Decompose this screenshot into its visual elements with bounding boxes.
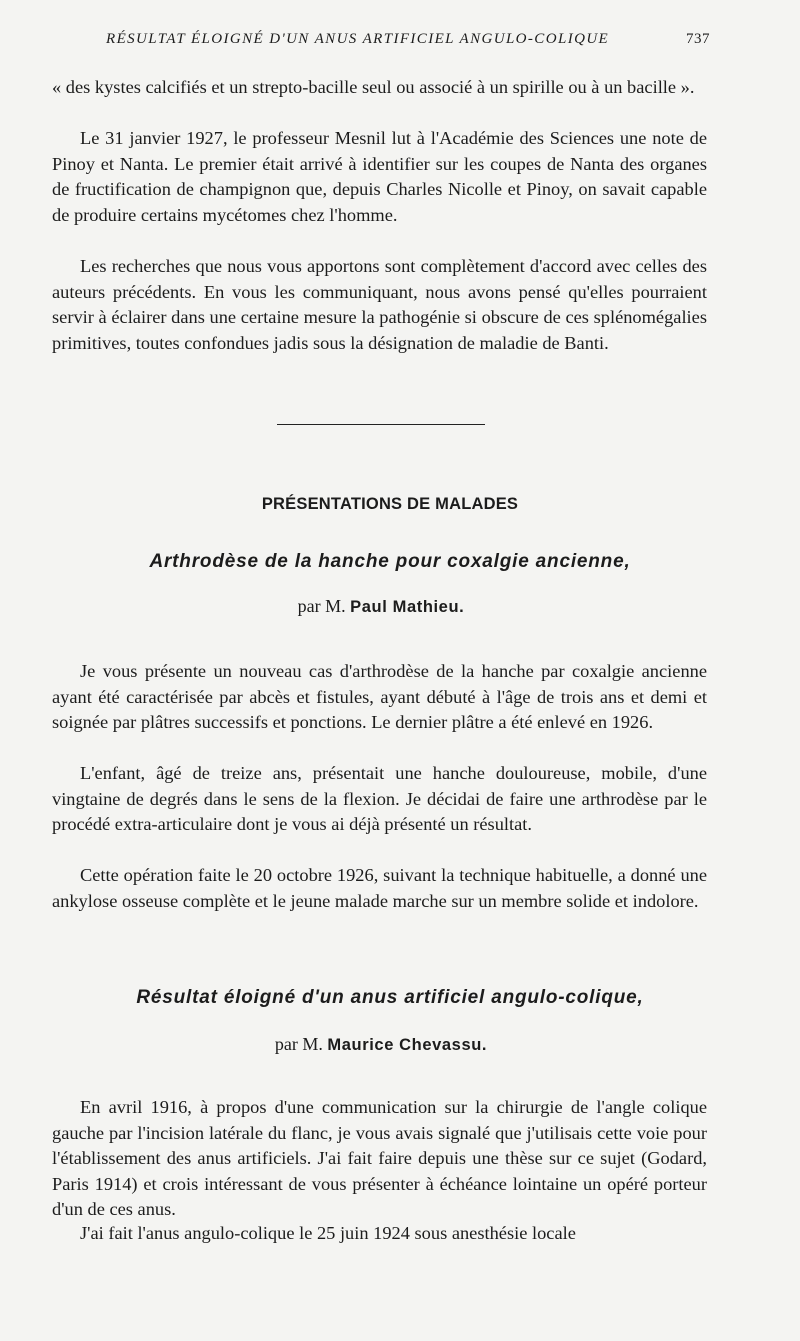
paragraph-arthrodese-case: Je vous présente un nouveau cas d'arthrodèse de la hanche par coxalgie ancienne ayant été caractérisée par abcès et fistules, ayant débuté à l'âge de trois ans et demi et soignée par plâtres successifs et ponctions. Le dernier plâtre a été enlevé en 1926. — [52, 661, 707, 733]
byline-prefix: par M. — [297, 596, 346, 616]
article-title-arthrodese: Arthrodèse de la hanche pour coxalgie ancienne, — [149, 551, 631, 572]
byline-mathieu — [0, 596, 762, 617]
paragraph-chevassu-history: En avril 1916, à propos d'une communication sur la chirurgie de l'angle colique gauche par l'incision latérale du flanc, je vous avais signalé que j'utilisais cette voie pour l'établissement des anus artificiels. J'ai fait faire depuis une thèse sur ce sujet (Godard, Paris 1914) et crois intéressant de vous présenter à échéance lointaine un opéré porteur d'un de ces anus. — [52, 1097, 707, 1220]
section-divider — [277, 424, 485, 425]
paragraph-pinoy-nanta: Le 31 janvier 1927, le professeur Mesnil lut à l'Académie des Sciences une note de Pinoy et Nanta. Le premier était arrivé à identifier sur les coupes de Nanta des organes de fructification de champignon que, depuis Charles Nicolle et Pinoy, on savait capable de produire certains mycétomes chez l'homme. — [52, 128, 707, 225]
paragraph-arthrodese-result: Cette opération faite le 20 octobre 1926, suivant la technique habituelle, a donné une ankylose osseuse complète et le jeune malade marche sur un membre solide et indolore. — [52, 865, 707, 911]
paragraph-conclusion: Les recherches que nous vous apportons sont complètement d'accord avec celles des auteurs précédents. En vous les communiquant, nous avons pensé qu'elles pourraient servir à éclairer dans une certaine mesure la pathogénie si obscure de ces splénomégalies primitives, toutes confondues jadis sous la désignation de maladie de Banti. — [52, 256, 707, 353]
byline-prefix: par M. — [274, 1034, 323, 1054]
page-number: 737 — [686, 31, 710, 47]
paragraph-chevassu-operation: J'ai fait l'anus angulo-colique le 25 juin 1924 sous anesthésie locale — [80, 1223, 576, 1243]
running-head-title: RÉSULTAT ÉLOIGNÉ D'UN ANUS ARTIFICIEL ANGULO-COLIQUE — [106, 31, 610, 47]
byline-chevassu — [0, 1034, 762, 1055]
paragraph-quote-continuation: « des kystes calcifiés et un strepto-bacille seul ou associé à un spirille ou à un bacille ». — [52, 77, 695, 97]
section-heading: PRÉSENTATIONS DE MALADES — [261, 495, 519, 513]
paragraph-arthrodese-patient: L'enfant, âgé de treize ans, présentait une hanche douloureuse, mobile, d'une vingtaine de degrés dans le sens de la flexion. Je décidai de faire une arthrodèse par le procédé extra-articulaire dont je vous ai déjà présenté un résultat. — [52, 763, 707, 835]
author-name: Paul Mathieu. — [350, 598, 465, 616]
article-title-anus-artificiel: Résultat éloigné d'un anus artificiel angulo-colique, — [136, 987, 644, 1008]
author-name: Maurice Chevassu. — [327, 1036, 488, 1054]
